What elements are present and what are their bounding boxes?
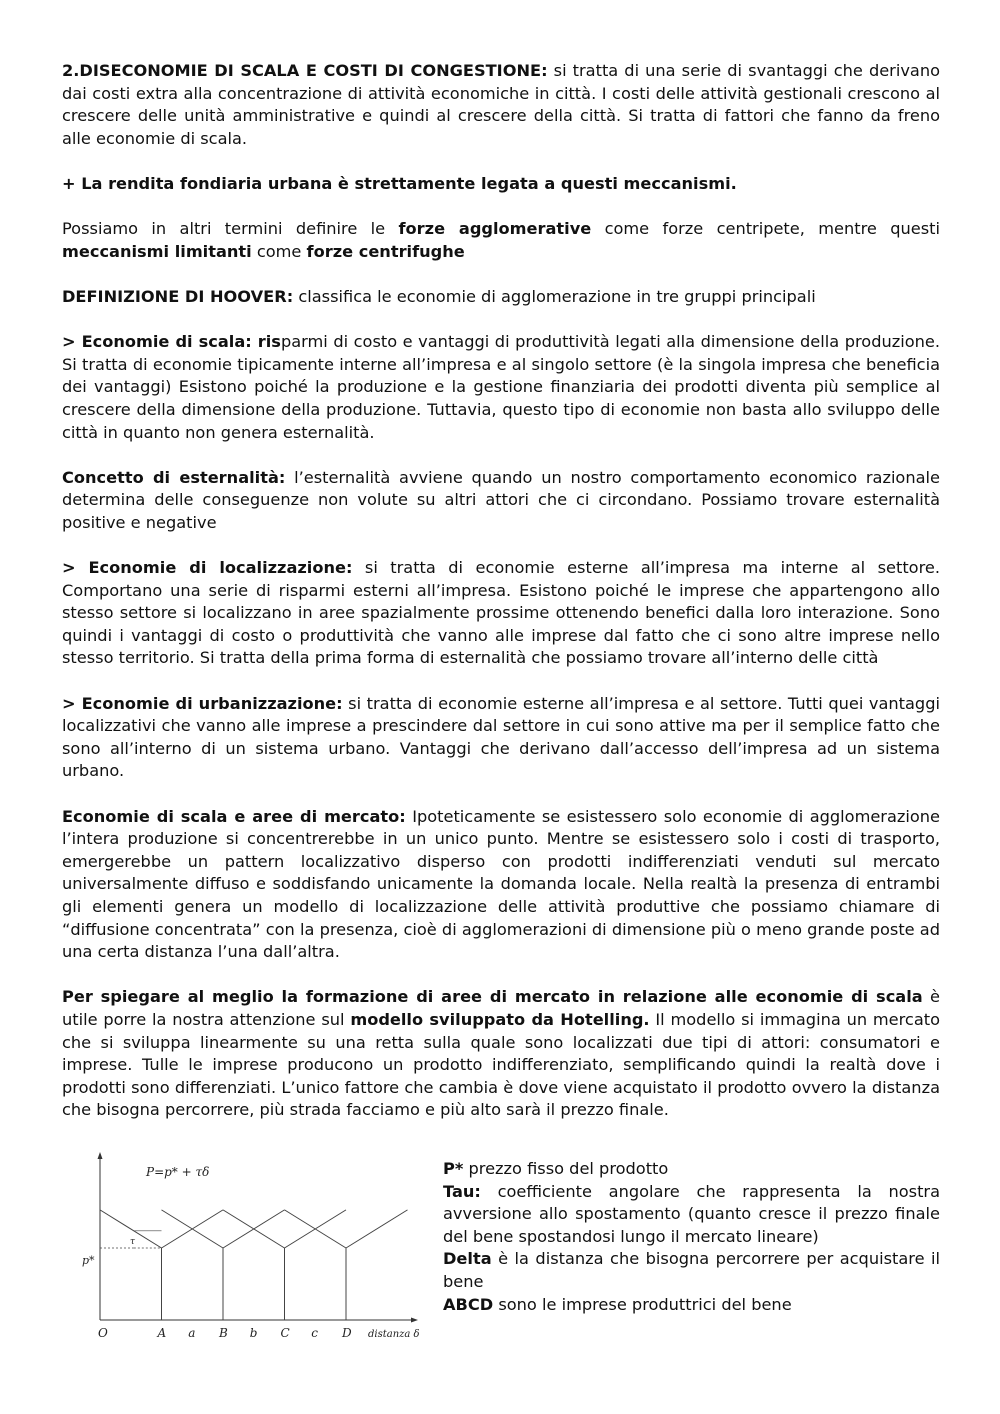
x-axis-arrow	[411, 1318, 418, 1323]
hotelling-price-diagram	[78, 1148, 422, 1348]
body-text: l’esternalità avviene quando un nostro comportamento economico razionale determina delle conseguenze non volute su altri attori che ci circondano. Possiamo trovare esternalità positive e negative	[62, 467, 940, 532]
document-body	[62, 60, 940, 1145]
x-tick-label: a	[188, 1326, 196, 1340]
legend-item	[443, 1294, 940, 1317]
bold-text: 2.DISECONOMIE DI SCALA E COSTI DI CONGESTIONE:	[62, 61, 548, 80]
hotelling-figure-section	[62, 1148, 940, 1358]
paragraph	[62, 60, 940, 150]
legend-term: Delta	[443, 1249, 492, 1269]
y-axis-arrow	[98, 1152, 103, 1159]
body-text: si tratta di una serie di svantaggi che derivano dai costi extra alla concentrazione di attività economiche in città. I costi delle attività gestionali crescono al crescere delle unità amministrative e quindi al crescere della città. Si tratta di fattori che fanno da freno alle economie di scala.	[62, 61, 940, 148]
body-text: Il modello si immagina un mercato che si sviluppa linearmente su una retta sulla quale sono localizzati due tipi di attori: consumatori e imprese. Tulle le imprese producono un prodotto indifferenziato, semplificando quindi la realtà dove i prodotti sono differenziati. L’unico fattore che cambia è dove viene acquistato il prodotto ovvero la distanza che bisogna percorrere, più strada facciamo e più alto sarà il prezzo finale.	[62, 1009, 941, 1120]
origin-label: O	[98, 1326, 108, 1340]
y-axis-label: p*	[82, 1254, 95, 1267]
body-text: come forze centripete, mentre questi	[591, 219, 940, 239]
paragraph	[62, 218, 940, 263]
body-text: parmi di costo e vantaggi di produttività legati alla dimensione della produzione. Si tratta di economie tipicamente interne all’impresa e al singolo settore (è la singola impresa che beneficia dei vantaggi) Esistono poiché la produzione e la gestione finanziaria dei prodotti diventa più semplice al crescere della dimensione della produzione. Tuttavia, questo tipo di economie non basta allo sviluppo delle città in quanto non genera esternalità.	[62, 332, 940, 442]
bold-text: Economie di scala e aree di mercato:	[62, 806, 406, 826]
legend-term: ABCD	[443, 1294, 494, 1314]
body-text: si tratta di economie esterne all’impresa e al settore. Tutti quei vantaggi localizzativi che vanno alle imprese a prescindere dal settore in cui sono attive ma per il semplice fatto che sono all’interno di un sistema urbano. Vantaggi che derivano dall’accesso dell’impresa ad un sistema urbano.	[62, 693, 940, 781]
paragraph	[62, 557, 940, 670]
bold-text: meccanismi limitanti	[62, 241, 252, 261]
legend-item	[443, 1158, 940, 1181]
paragraph	[62, 286, 940, 309]
figure-legend	[443, 1158, 940, 1316]
legend-description: è la distanza che bisogna percorrere per acquistare il bene	[443, 1249, 940, 1291]
bold-text: Per spiegare al meglio la formazione di aree di mercato in relazione alle economie di scala	[62, 987, 923, 1007]
legend-description: prezzo fisso del prodotto	[463, 1159, 669, 1178]
x-tick-label: b	[249, 1326, 258, 1340]
legend-description: coefficiente angolare che rappresenta la nostra avversione allo spostamento (quanto cresce il prezzo finale del bene spostandosi lungo il mercato lineare)	[443, 1181, 940, 1246]
x-tick-label: A	[157, 1326, 167, 1340]
x-tick-labels	[157, 1326, 353, 1340]
paragraph	[62, 173, 940, 196]
paragraph	[62, 806, 940, 964]
legend-term: Tau:	[443, 1181, 481, 1201]
body-text: è utile porre la nostra attenzione sul	[62, 987, 940, 1029]
paragraph	[62, 467, 940, 535]
legend-item	[443, 1248, 940, 1293]
paragraph	[62, 986, 940, 1122]
bold-text: + La rendita fondiaria urbana è strettamente legata a questi meccanismi.	[62, 173, 737, 193]
bold-text: > Economie di scala: ris	[62, 332, 281, 352]
body-text: Possiamo in altri termini definire le	[62, 219, 399, 239]
x-tick-label: C	[280, 1326, 290, 1340]
paragraph	[62, 331, 940, 444]
bold-text: Concetto di esternalità:	[62, 467, 286, 487]
bold-text: DEFINIZIONE DI HOOVER:	[62, 286, 294, 306]
price-line-right	[346, 1210, 408, 1248]
paragraph	[62, 693, 940, 783]
formula-label: P=p* + τδ	[146, 1165, 210, 1179]
bold-text: forze agglomerative	[398, 219, 592, 239]
body-text: si tratta di economie esterne all’impresa ma interne al settore. Comportano una serie di risparmi esterni all’impresa. Esistono poiché le imprese che appartengono allo stesso settore si localizzano in aree spazialmente prossime ottenendo benefici dalla loro interazione. Sono quindi i vantaggi di costo o produttività che vanno alle imprese dal fatto che ci sono altre imprese nello stesso territorio. Si tratta della prima forma di esternalità che possiamo trovare all’interno delle città	[62, 558, 940, 668]
x-tick-label: B	[219, 1326, 228, 1340]
legend-term: P*	[443, 1159, 464, 1178]
bold-text: > Economie di urbanizzazione:	[62, 693, 343, 713]
legend-item	[443, 1181, 940, 1249]
body-text: come	[251, 241, 307, 261]
tau-label: τ	[130, 1237, 135, 1247]
body-text: Ipoteticamente se esistessero solo economie di agglomerazione l’intera produzione si concentrerebbe in un unico punto. Mentre se esistessero solo i costi di trasporto, emergerebbe un pattern localizzativo disperso con prodotti indifferenziati venduti sul mercato universalmente diffuso e soddisfando unicamente la domanda locale. Nella realtà la presenza di entrambi gli elementi genera un modello di localizzazione delle attività produttive che possiamo chiamare di “diffusione concentrata” con la presenza, cioè di agglomerazioni di dimensione più o meno grande poste ad una certa distanza l’una dall’altra.	[62, 806, 940, 962]
price-lines	[100, 1210, 408, 1320]
bold-text: > Economie di localizzazione:	[62, 558, 353, 578]
bold-text: modello sviluppato da Hotelling.	[350, 1009, 650, 1029]
legend-description: sono le imprese produttrici del bene	[493, 1294, 792, 1314]
bold-text: forze centrifughe	[306, 241, 465, 261]
x-axis-label: distanza δ	[368, 1329, 420, 1340]
x-tick-label: D	[342, 1326, 352, 1340]
body-text: classifica le economie di agglomerazione in tre gruppi principali	[293, 286, 816, 306]
x-tick-label: c	[311, 1326, 318, 1340]
